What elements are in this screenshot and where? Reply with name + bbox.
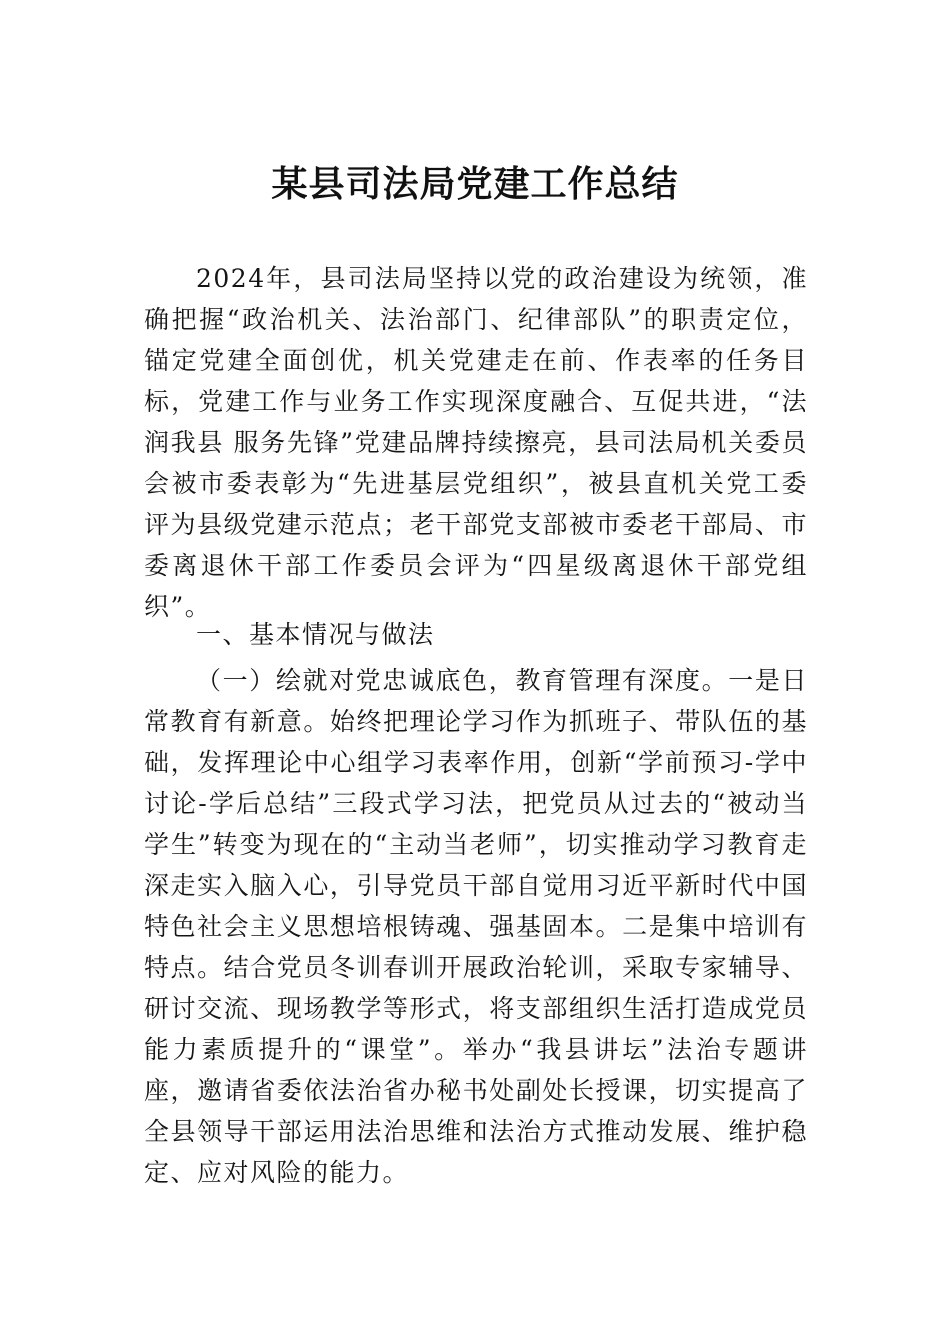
section-paragraph: （一）绘就对党忠诚底色，教育管理有深度。一是日常教育有新意。始终把理论学习作为抓班子、带队伍的基础，发挥理论中心组学习表率作用，创新“学前预习-学中讨论-学后总结”三段式学习法，把党员从过去的“被动当学生”转变为现在的“主动当老师”，切实推动学习教育走深走实入脑入心，引导党员干部自觉用习近平新时代中国特色社会主义思想培根铸魂、强基固本。二是集中培训有特点。结合党员冬训春训开展政治轮训，采取专家辅导、研讨交流、现场教学等形式，将支部组织生活打造成党员能力素质提升的“课堂”。举办“我县讲坛”法治专题讲座，邀请省委依法治省办秘书处副处长授课，切实提高了全县领导干部运用法治思维和法治方式推动发展、维护稳定、应对风险的能力。 xyxy=(144,666,808,1187)
section-heading: 一、基本情况与做法 xyxy=(196,620,435,649)
intro-paragraph: 2024年，县司法局坚持以党的政治建设为统领，准确把握“政治机关、法治部门、纪律部队”的职责定位，锚定党建全面创优，机关党建走在前、作表率的任务目标，党建工作与业务工作实现深度融合、互促共进，“法润我县 服务先锋”党建品牌持续擦亮，县司法局机关委员会被市委表彰为“先进基层党组织”，被县直机关党工委评为县级党建示范点；老干部党支部被市委老干部局、市委离退休干部工作委员会评为“四星级离退休干部党组织”。 xyxy=(144,264,808,621)
document-title: 某县司法局党建工作总结 xyxy=(271,163,679,205)
